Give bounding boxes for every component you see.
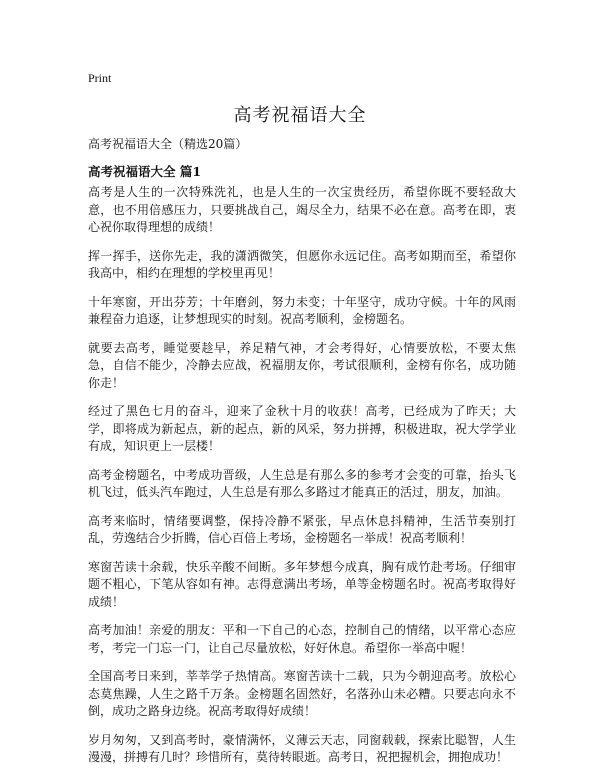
document-subtitle: 高考祝福语大全（精选20篇） bbox=[88, 137, 248, 151]
paragraph: 经过了黑色七月的奋斗，迎来了金秋十月的收获！高考，已经成为了昨天；大学，即将成为新起点，新的起点，新的风采，努力拼搏，积极进取，祝大学学业有成，知识更上一层楼！ bbox=[88, 404, 516, 453]
paragraph: 全国高考日来到，莘莘学子热情高。寒窗苦读十二载，只为今朝迎高考。放松心态莫焦躁，人生之路千万条。金榜题名固然好，名落孙山未必糟。只要志向永不倒，成功之路身边绕。祝高考取得好成绩！ bbox=[88, 669, 516, 718]
paragraph: 高考是人生的一次特殊洗礼，也是人生的一次宝贵经历，希望你既不要轻敌大意，也不用倍感压力，只要挑战自己，竭尽全力，结果不必在意。高考在即，衷心祝你取得理想的成绩！ bbox=[88, 185, 516, 234]
paragraph: 高考来临时，情绪要调整，保持冷静不紧张，早点休息抖精神，生活节奏别打乱，劳逸结合少折腾，信心百倍上考场，金榜题名一举成！祝高考顺利！ bbox=[88, 513, 516, 545]
paragraph: 寒窗苦读十余载，快乐辛酸不间断。多年梦想今成真，胸有成竹赴考场。仔细审题不粗心，下笔从容如有神。志得意满出考场，单等金榜题名时。祝高考取得好成绩！ bbox=[88, 559, 516, 609]
document-body bbox=[88, 184, 516, 778]
paragraph: 十年寒窗，开出芬芳；十年磨剑，努力未变；十年坚守，成功守候。十年的风雨兼程奋力追逐，让梦想现实的时刻。祝高考顺利，金榜题名。 bbox=[88, 294, 516, 326]
paragraph: 高考金榜题名，中考成功晋级，人生总是有那么多的参考才会变的可靠，抬头飞机飞过，低头汽车跑过，人生总是有那么多路过才能真正的活过，朋友，加油。 bbox=[88, 467, 516, 499]
paragraph: 高考加油！亲爱的朋友：平和一下自己的心态，控制自己的情绪，以平常心态应考，考完一门忘一门，让自己尽量放松，好好休息。希望你一举高中喔！ bbox=[88, 623, 516, 655]
print-label: Print bbox=[88, 71, 112, 85]
document-title: 高考祝福语大全 bbox=[233, 105, 367, 126]
paragraph: 挥一挥手，送你先走，我的潇洒微笑，但愿你永远记住。高考如期而至，希望你我高中，相约在理想的学校里再见！ bbox=[88, 248, 516, 280]
paragraph: 就要去高考，睡觉要趁早，养足精气神，才会考得好，心情要放松，不要太焦急，自信不能少，冷静去应战，祝福朋友你，考试很顺利，金榜有你名，成功随你走！ bbox=[88, 340, 516, 390]
section-heading: 高考祝福语大全 篇1 bbox=[88, 164, 202, 179]
paragraph: 岁月匆匆，又到高考时，豪情满怀，义薄云天志，同窗载载，探索比聪智，人生漫漫，拼搏有几时？珍惜所有，莫待转眼逝。高考日，祝把握机会，拥抱成功！ bbox=[88, 732, 516, 764]
